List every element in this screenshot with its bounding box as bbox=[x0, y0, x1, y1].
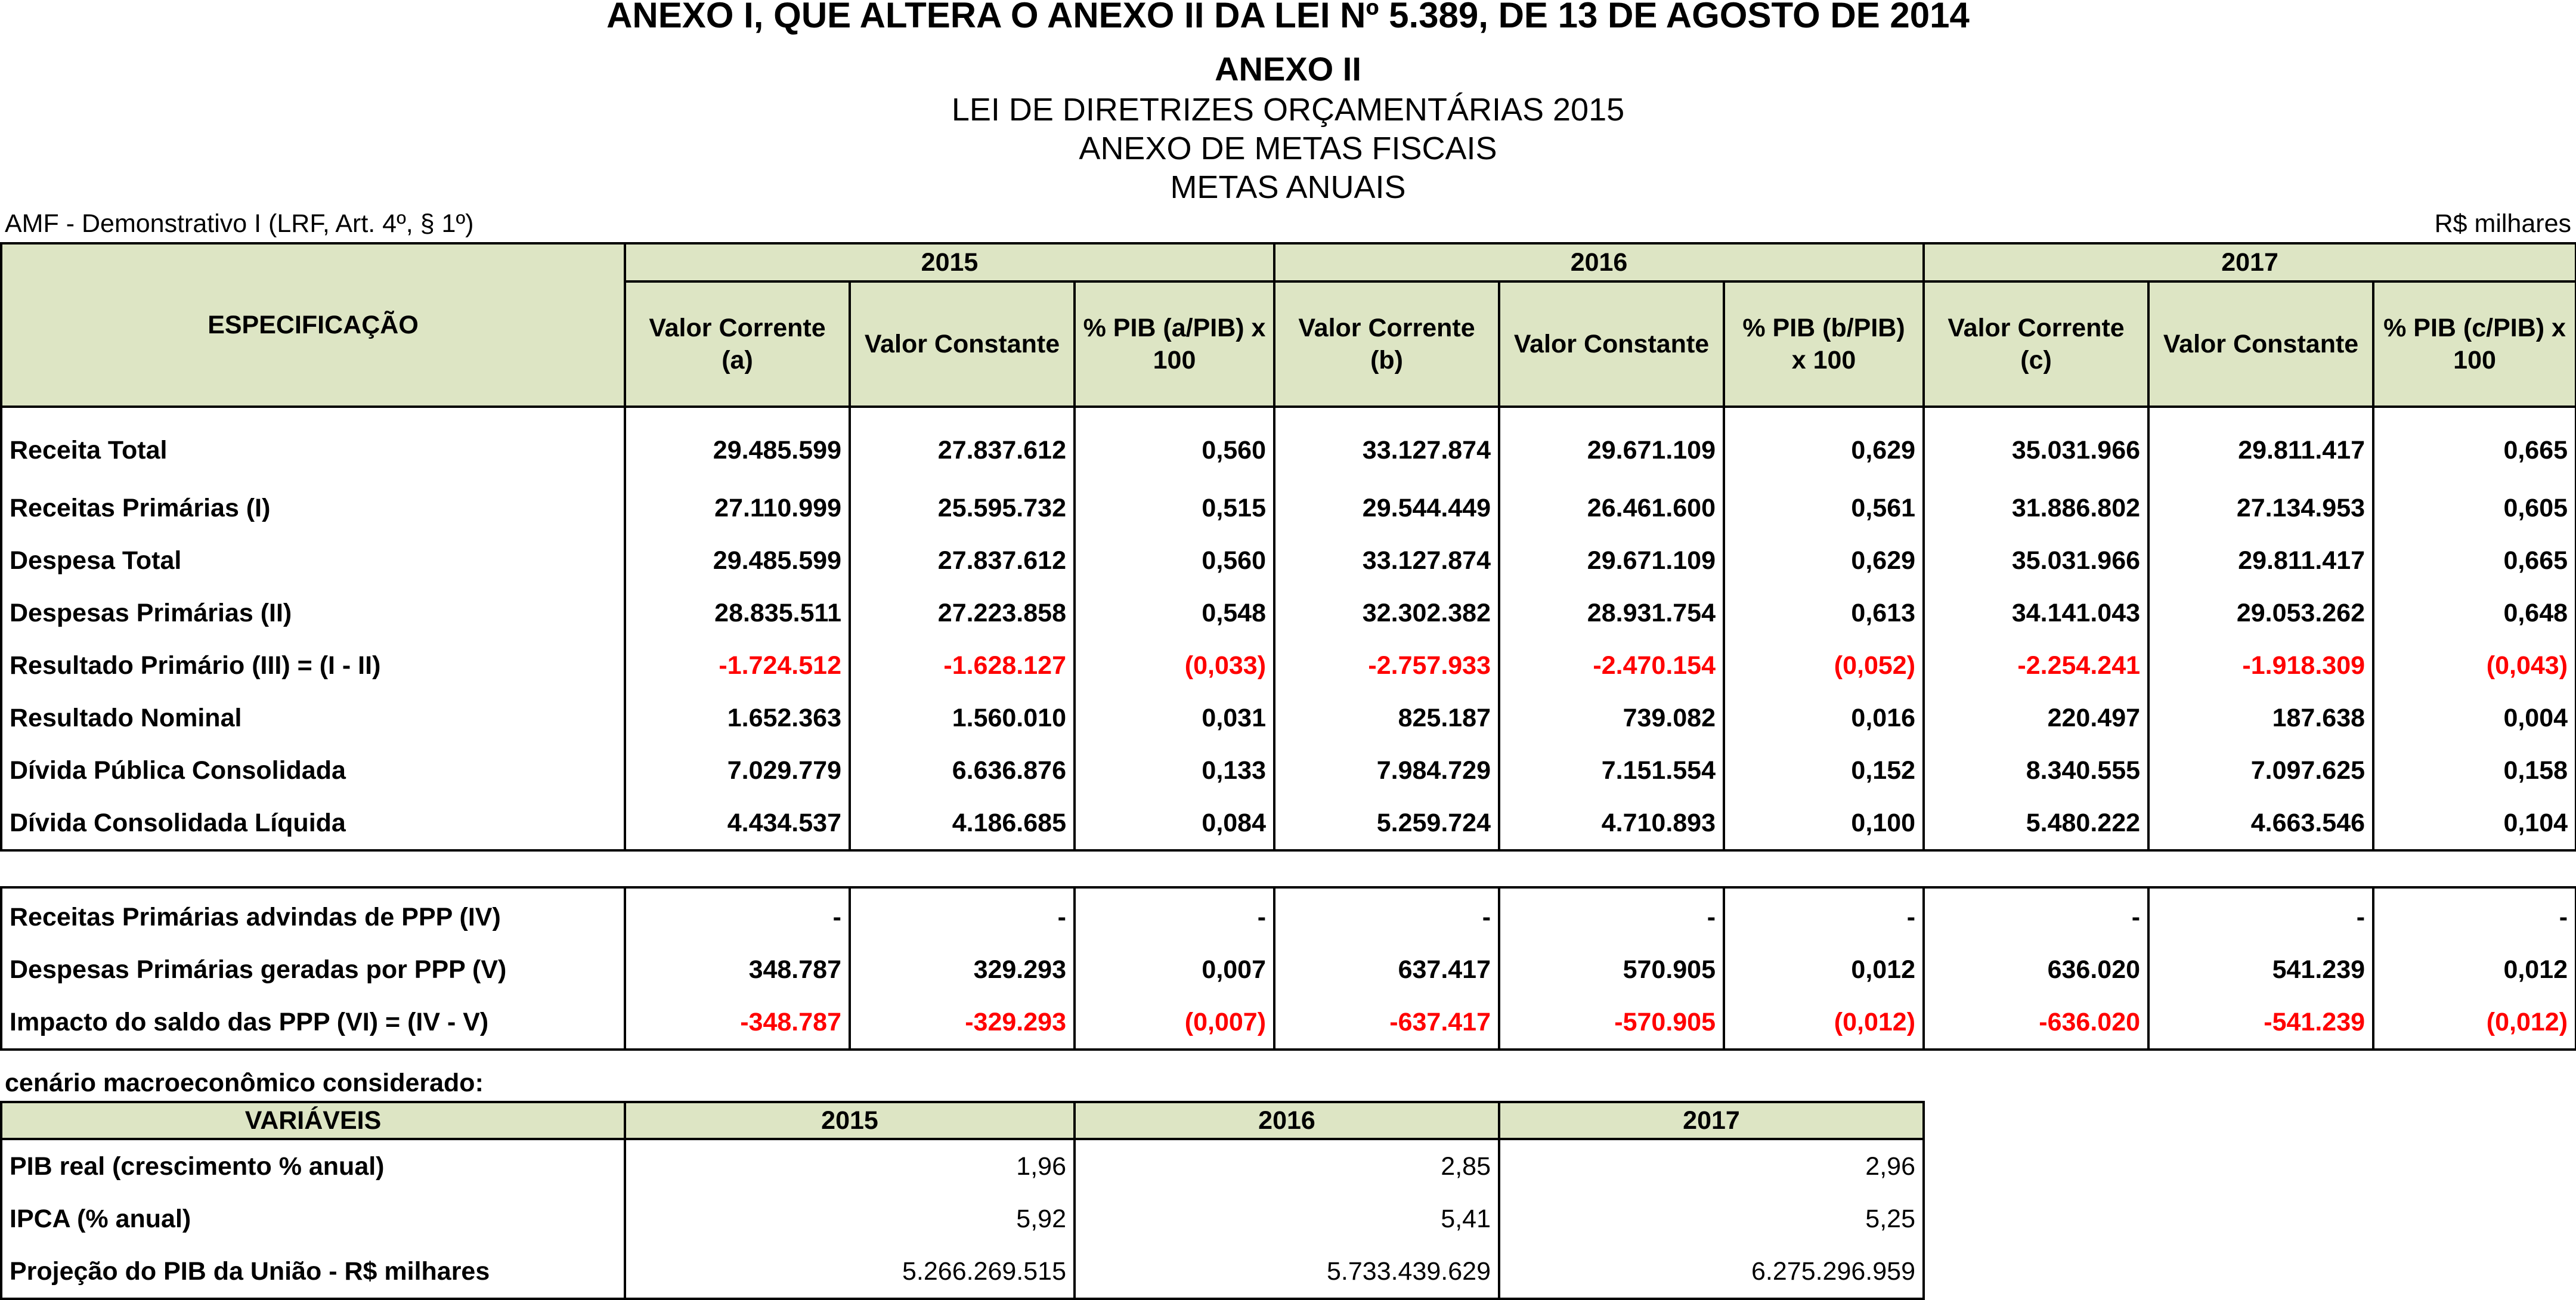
value-cell: 0,031 bbox=[1075, 692, 1274, 744]
row-label: Receitas Primárias (I) bbox=[1, 482, 625, 534]
value-cell: 31.886.802 bbox=[1924, 482, 2148, 534]
spec-header: ESPECIFICAÇÃO bbox=[1, 243, 625, 407]
value-cell: 4.434.537 bbox=[625, 797, 850, 850]
value-cell: -570.905 bbox=[1499, 996, 1724, 1050]
value-cell: 27.134.953 bbox=[2148, 482, 2373, 534]
value-cell: (0,007) bbox=[1075, 996, 1274, 1050]
annex-title: ANEXO II bbox=[1215, 50, 1361, 88]
value-cell: 0,548 bbox=[1075, 587, 1274, 639]
row-label: Resultado Primário (III) = (I - II) bbox=[1, 639, 625, 692]
table-row bbox=[1, 482, 2576, 534]
scenario-title: cenário macroeconômico considerado: bbox=[5, 1069, 484, 1097]
variable-value: 5.733.439.629 bbox=[1075, 1245, 1499, 1299]
value-cell: - bbox=[625, 887, 850, 943]
value-cell: 0,648 bbox=[2373, 587, 2576, 639]
value-cell: - bbox=[2373, 887, 2576, 943]
value-cell: (0,033) bbox=[1075, 639, 1274, 692]
value-cell: -636.020 bbox=[1924, 996, 2148, 1050]
variable-label: Projeção do PIB da União - R$ milhares bbox=[1, 1245, 625, 1299]
column-header: Valor Corrente (b) bbox=[1274, 281, 1499, 407]
column-header: Valor Corrente (c) bbox=[1924, 281, 2148, 407]
variable-value: 5,92 bbox=[625, 1193, 1075, 1245]
value-cell: 0,665 bbox=[2373, 407, 2576, 482]
separator bbox=[1, 850, 2576, 887]
value-cell: (0,052) bbox=[1724, 639, 1924, 692]
value-cell: 570.905 bbox=[1499, 943, 1724, 996]
scenario-header-cell: 2017 bbox=[1499, 1102, 1924, 1139]
value-cell: 5.480.222 bbox=[1924, 797, 2148, 850]
table-row bbox=[1, 639, 2576, 692]
value-cell: 0,515 bbox=[1075, 482, 1274, 534]
value-cell: - bbox=[1924, 887, 2148, 943]
value-cell: 35.031.966 bbox=[1924, 407, 2148, 482]
value-cell: 32.302.382 bbox=[1274, 587, 1499, 639]
year-header: 2016 bbox=[1274, 243, 1924, 281]
value-cell: 29.485.599 bbox=[625, 407, 850, 482]
value-cell: 34.141.043 bbox=[1924, 587, 2148, 639]
variable-value: 5,25 bbox=[1499, 1193, 1924, 1245]
scenario-header-cell: 2015 bbox=[625, 1102, 1075, 1139]
value-cell: 29.811.417 bbox=[2148, 407, 2373, 482]
row-label: Despesas Primárias (II) bbox=[1, 587, 625, 639]
value-cell: 0,012 bbox=[1724, 943, 1924, 996]
macro-scenario-table bbox=[0, 1101, 1925, 1300]
value-cell: 25.595.732 bbox=[850, 482, 1075, 534]
value-cell: -637.417 bbox=[1274, 996, 1499, 1050]
value-cell: -1.724.512 bbox=[625, 639, 850, 692]
row-label: Impacto do saldo das PPP (VI) = (IV - V) bbox=[1, 996, 625, 1050]
value-cell: 0,158 bbox=[2373, 744, 2576, 797]
value-cell: 6.636.876 bbox=[850, 744, 1075, 797]
value-cell: 0,104 bbox=[2373, 797, 2576, 850]
value-cell: 27.110.999 bbox=[625, 482, 850, 534]
value-cell: 29.053.262 bbox=[2148, 587, 2373, 639]
variable-value: 2,85 bbox=[1075, 1139, 1499, 1193]
table-row bbox=[1, 744, 2576, 797]
value-cell: - bbox=[2148, 887, 2373, 943]
row-label: Despesas Primárias geradas por PPP (V) bbox=[1, 943, 625, 996]
scenario-header-cell: 2016 bbox=[1075, 1102, 1499, 1139]
value-cell: -541.239 bbox=[2148, 996, 2373, 1050]
value-cell: 0,560 bbox=[1075, 534, 1274, 587]
value-cell: (0,012) bbox=[2373, 996, 2576, 1050]
row-label: Dívida Pública Consolidada bbox=[1, 744, 625, 797]
column-header: Valor Constante bbox=[2148, 281, 2373, 407]
table-row bbox=[1, 534, 2576, 587]
value-cell: 29.544.449 bbox=[1274, 482, 1499, 534]
value-cell: 541.239 bbox=[2148, 943, 2373, 996]
value-cell: 637.417 bbox=[1274, 943, 1499, 996]
value-cell: 4.710.893 bbox=[1499, 797, 1724, 850]
value-cell: 7.029.779 bbox=[625, 744, 850, 797]
value-cell: - bbox=[850, 887, 1075, 943]
table-row bbox=[1, 887, 2576, 943]
table-row bbox=[1, 407, 2576, 482]
unit-note: R$ milhares bbox=[2434, 209, 2571, 238]
value-cell: 0,016 bbox=[1724, 692, 1924, 744]
value-cell: 187.638 bbox=[2148, 692, 2373, 744]
value-cell: - bbox=[1499, 887, 1724, 943]
value-cell: -329.293 bbox=[850, 996, 1075, 1050]
value-cell: 0,004 bbox=[2373, 692, 2576, 744]
value-cell: 4.663.546 bbox=[2148, 797, 2373, 850]
column-header: % PIB (c/PIB) x 100 bbox=[2373, 281, 2576, 407]
value-cell: 220.497 bbox=[1924, 692, 2148, 744]
value-cell: 0,012 bbox=[2373, 943, 2576, 996]
table-row bbox=[1, 797, 2576, 850]
value-cell: -2.470.154 bbox=[1499, 639, 1724, 692]
value-cell: 739.082 bbox=[1499, 692, 1724, 744]
value-cell: -2.757.933 bbox=[1274, 639, 1499, 692]
value-cell: 0,605 bbox=[2373, 482, 2576, 534]
table-row bbox=[1, 587, 2576, 639]
goals-subtitle: METAS ANUAIS bbox=[1170, 169, 1406, 205]
value-cell: 0,665 bbox=[2373, 534, 2576, 587]
document-title: ANEXO I, QUE ALTERA O ANEXO II DA LEI Nº 5.389, DE 13 DE AGOSTO DE 2014 bbox=[606, 0, 1970, 35]
value-cell: 0,100 bbox=[1724, 797, 1924, 850]
variable-value: 5.266.269.515 bbox=[625, 1245, 1075, 1299]
value-cell: - bbox=[1724, 887, 1924, 943]
value-cell: 29.811.417 bbox=[2148, 534, 2373, 587]
value-cell: 5.259.724 bbox=[1274, 797, 1499, 850]
scenario-header-cell: VARIÁVEIS bbox=[1, 1102, 625, 1139]
value-cell: (0,012) bbox=[1724, 996, 1924, 1050]
table-header bbox=[1, 243, 2576, 407]
year-header: 2017 bbox=[1924, 243, 2576, 281]
value-cell: 33.127.874 bbox=[1274, 534, 1499, 587]
law-subtitle: LEI DE DIRETRIZES ORÇAMENTÁRIAS 2015 bbox=[951, 92, 1625, 128]
column-header: % PIB (a/PIB) x 100 bbox=[1075, 281, 1274, 407]
separator-row bbox=[1, 850, 2576, 887]
value-cell: 29.671.109 bbox=[1499, 534, 1724, 587]
variable-label: PIB real (crescimento % anual) bbox=[1, 1139, 625, 1193]
value-cell: 0,084 bbox=[1075, 797, 1274, 850]
variable-label: IPCA (% anual) bbox=[1, 1193, 625, 1245]
value-cell: 7.984.729 bbox=[1274, 744, 1499, 797]
value-cell: 636.020 bbox=[1924, 943, 2148, 996]
value-cell: -2.254.241 bbox=[1924, 639, 2148, 692]
variable-value: 2,96 bbox=[1499, 1139, 1924, 1193]
value-cell: 348.787 bbox=[625, 943, 850, 996]
value-cell: 29.485.599 bbox=[625, 534, 850, 587]
column-header: Valor Corrente (a) bbox=[625, 281, 850, 407]
value-cell: 0,613 bbox=[1724, 587, 1924, 639]
column-header: Valor Constante bbox=[850, 281, 1075, 407]
scenario-body bbox=[1, 1139, 1924, 1299]
value-cell: 33.127.874 bbox=[1274, 407, 1499, 482]
scenario-row bbox=[1, 1245, 1924, 1299]
value-cell: 27.837.612 bbox=[850, 407, 1075, 482]
value-cell: 7.097.625 bbox=[2148, 744, 2373, 797]
row-label: Resultado Nominal bbox=[1, 692, 625, 744]
value-cell: 27.837.612 bbox=[850, 534, 1075, 587]
year-header: 2015 bbox=[625, 243, 1274, 281]
column-header: % PIB (b/PIB) x 100 bbox=[1724, 281, 1924, 407]
value-cell: 0,133 bbox=[1075, 744, 1274, 797]
value-cell: 0,152 bbox=[1724, 744, 1924, 797]
column-header: Valor Constante bbox=[1499, 281, 1724, 407]
annex-subtitle: ANEXO DE METAS FISCAIS bbox=[1079, 131, 1497, 166]
value-cell: -1.628.127 bbox=[850, 639, 1075, 692]
value-cell: (0,043) bbox=[2373, 639, 2576, 692]
value-cell: 28.931.754 bbox=[1499, 587, 1724, 639]
value-cell: - bbox=[1075, 887, 1274, 943]
value-cell: 35.031.966 bbox=[1924, 534, 2148, 587]
table-body bbox=[1, 407, 2576, 1050]
value-cell: 28.835.511 bbox=[625, 587, 850, 639]
table-row bbox=[1, 692, 2576, 744]
value-cell: -1.918.309 bbox=[2148, 639, 2373, 692]
value-cell: 7.151.554 bbox=[1499, 744, 1724, 797]
scenario-header bbox=[1, 1102, 1924, 1139]
value-cell: 825.187 bbox=[1274, 692, 1499, 744]
value-cell: 4.186.685 bbox=[850, 797, 1075, 850]
value-cell: 0,560 bbox=[1075, 407, 1274, 482]
reference-note: AMF - Demonstrativo I (LRF, Art. 4º, § 1º) bbox=[5, 209, 474, 238]
variable-value: 5,41 bbox=[1075, 1193, 1499, 1245]
scenario-row bbox=[1, 1139, 1924, 1193]
value-cell: 1.560.010 bbox=[850, 692, 1075, 744]
value-cell: -348.787 bbox=[625, 996, 850, 1050]
value-cell: 0,629 bbox=[1724, 407, 1924, 482]
value-cell: 1.652.363 bbox=[625, 692, 850, 744]
value-cell: 27.223.858 bbox=[850, 587, 1075, 639]
value-cell: 0,561 bbox=[1724, 482, 1924, 534]
value-cell: 29.671.109 bbox=[1499, 407, 1724, 482]
table-row bbox=[1, 996, 2576, 1050]
value-cell: 329.293 bbox=[850, 943, 1075, 996]
row-label: Receitas Primárias advindas de PPP (IV) bbox=[1, 887, 625, 943]
value-cell: - bbox=[1274, 887, 1499, 943]
fiscal-goals-table bbox=[0, 242, 2576, 1051]
row-label: Receita Total bbox=[1, 407, 625, 482]
value-cell: 0,007 bbox=[1075, 943, 1274, 996]
variable-value: 1,96 bbox=[625, 1139, 1075, 1193]
row-label: Dívida Consolidada Líquida bbox=[1, 797, 625, 850]
row-label: Despesa Total bbox=[1, 534, 625, 587]
value-cell: 0,629 bbox=[1724, 534, 1924, 587]
scenario-row bbox=[1, 1193, 1924, 1245]
table-row bbox=[1, 943, 2576, 996]
value-cell: 8.340.555 bbox=[1924, 744, 2148, 797]
variable-value: 6.275.296.959 bbox=[1499, 1245, 1924, 1299]
value-cell: 26.461.600 bbox=[1499, 482, 1724, 534]
